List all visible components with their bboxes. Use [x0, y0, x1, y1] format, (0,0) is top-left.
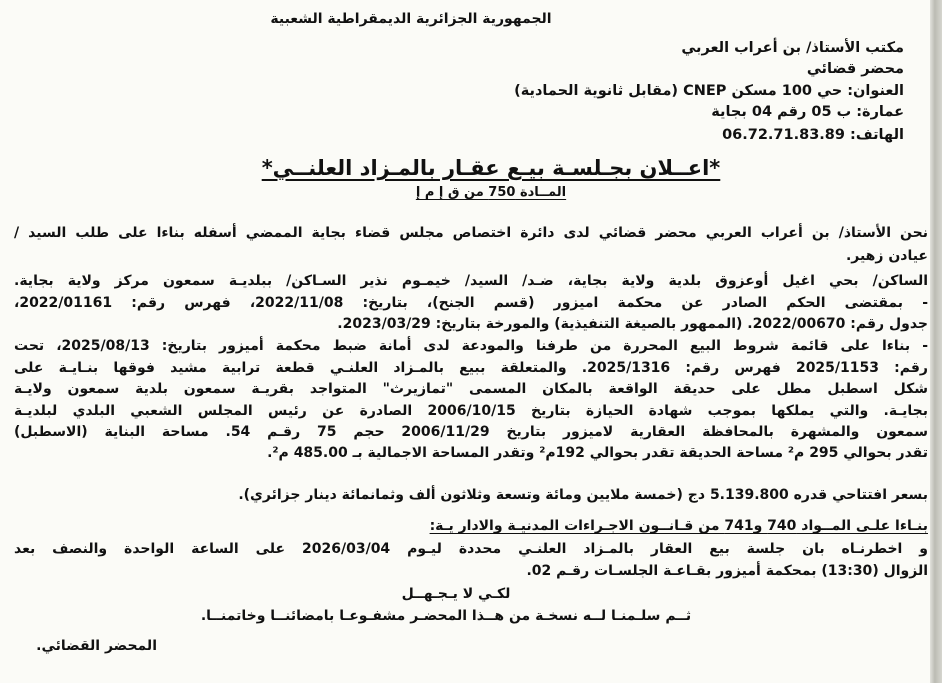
body-line: رقم: 2025/1153 فهرس رقم: 2025/1316. والمتعلقة ببيع بالمـزاد العلنـي قطعة ترابية مشيد فوقها بنـايـة على: [14, 360, 928, 376]
notice-line: الزوال (13:30) بمحكمة أميزور بقـاعـة الجلسـات رقـم 02.: [526, 563, 928, 579]
opening-price: بسعر افتتاحي قدره 5.139.800 دج (خمسة ملايين ومائة وتسعة وثلاثون ألف وثمانمائة دينار جزائري).: [238, 487, 928, 503]
office-role: محضر قضائي: [806, 61, 904, 77]
body-line: - بمقتضى الحكم الصادر عن محكمة اميزور (قسم الجنح)، بتاريخ: 2022/11/08، فهرس رقم: 2022/01161،: [14, 295, 928, 311]
office-building: عمارة: ب 05 رقم 04 بجاية: [711, 104, 904, 120]
body-line: تقدر بحوالي 295 م² مساحة الحديقة تقدر بحوالي 192م² وتقدر المساحة الاجمالية بـ 485.00 م².: [267, 445, 928, 461]
body-line: سمعون والمشهرة بالمحافظة العقارية لاميزور بتاريخ 2006/11/29 حجم 75 رقـم 54. مساحة البناية (الاسطبل): [14, 424, 928, 440]
closing-statement: ثــم سلـمنـا لــه نسخـة من هــذا المحضـر مشفـوعـا بامضائنــا وخاتمنــا.: [200, 608, 692, 624]
office-name: مكتب الأستاذ/ بن أعراب العربي: [681, 40, 904, 56]
announcement-article: المــادة 750 من ق إ م إ: [415, 185, 567, 200]
notice-line: و اخطرنـاه بان جلسة بيع العقار بالمـزاد العلنـي محددة ليـوم 2026/03/04 على الساعة الواحدة والنصف بعد: [14, 541, 928, 557]
body-line: عيادن زهير.: [845, 248, 928, 264]
body-line: بجايـة. والتي يملكها بموجب شهادة الحيازة بتاريخ 2006/10/15 الصادرة عن رئيس المجلس الشعبي البلدي لبلديـة: [14, 403, 928, 419]
scan-edge: [930, 0, 942, 683]
office-address: العنوان: حي 100 مسكن CNEP (مقابل ثانوية الحمادية): [514, 83, 904, 99]
body-line: الساكن/ بحي اغيل أوعزوق بلدية ولاية بجاية، ضـد/ السيد/ خيمـوم نذير السـاكن/ ببلديـة سمعون مركز ولاية بجاية.: [14, 273, 928, 289]
body-line: جدول رقم: 2022/00670. (الممهور بالصيغة التنفيذية) والمورخة بتاريخ: 2023/03/29.: [337, 316, 928, 332]
office-phone: الهاتف: 06.72.71.83.89: [722, 127, 904, 143]
closing-phrase: لكـي لا يـجـهــل: [401, 586, 511, 602]
legal-basis-heading: بنـاءا علـى المــواد 740 و741 من قـانــون الاجـراءات المدنيـة والادار يـة:: [429, 518, 928, 534]
body-line: نحن الأستاذ/ بن أعراب العربي محضر قضائي لدى دائرة اختصاص مجلس قضاء بجاية الممضي أسفله بناءا على طلب السيد /: [14, 225, 928, 241]
body-line: - بناءا على قائمة شروط البيع المحررة من طرفنا والمودعة لدى أمانة ضبط محكمة أميزور بتاريخ: 2025/08/13، تحت: [14, 338, 928, 354]
body-line: شكل اسطبل مطل على حديقة الواقعة بالمكان المسمى "تمازيرث" المتواجد بقريـة سمعون بلدية سمعون ولايـة: [14, 381, 928, 397]
announcement-title: *اعــلان بجـلسـة بيـع عقـار بالمـزاد العلنــي*: [261, 156, 721, 180]
signature-label: المحضر القضائي.: [36, 638, 157, 654]
republic-heading: الجمهورية الجزائرية الديمقراطية الشعبية: [270, 11, 552, 27]
